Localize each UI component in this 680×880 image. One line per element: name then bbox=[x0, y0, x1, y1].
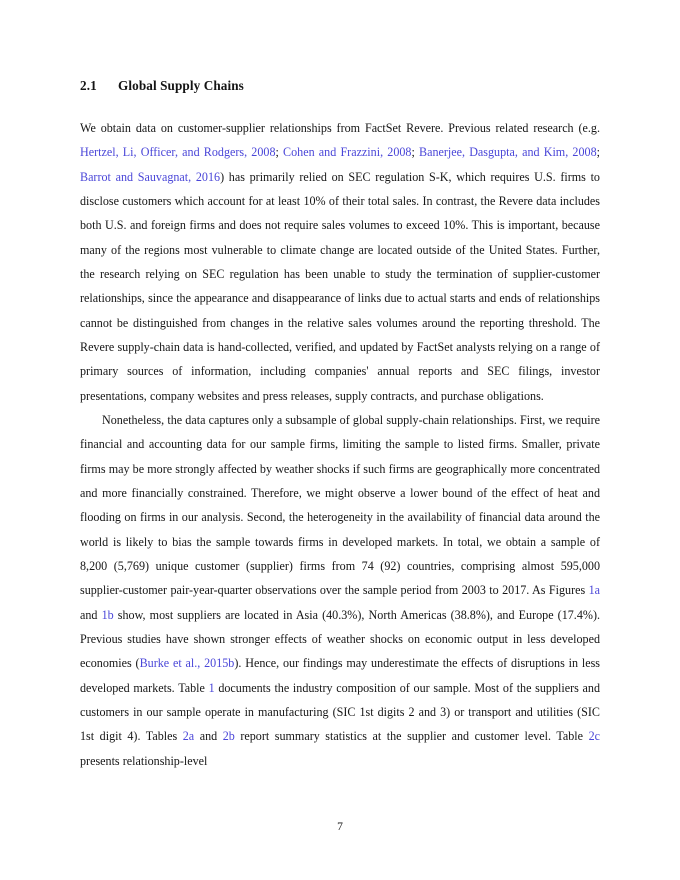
text-run: presents relationship-level bbox=[80, 753, 208, 768]
citation-link[interactable]: 1a bbox=[588, 583, 600, 598]
citation-link[interactable]: 1 bbox=[208, 680, 215, 695]
text-run: ; bbox=[596, 145, 600, 160]
body-text bbox=[80, 116, 600, 773]
citation-link[interactable]: 2c bbox=[588, 729, 600, 744]
section-heading bbox=[80, 78, 600, 94]
citation-link[interactable]: Barrot and Sauvagnat, 2016 bbox=[80, 169, 221, 184]
paragraph bbox=[80, 116, 600, 408]
citation-link[interactable]: 2a bbox=[182, 729, 195, 744]
section-number: 2.1 bbox=[80, 78, 97, 93]
citation-link[interactable]: 1b bbox=[101, 607, 114, 622]
text-run: ) has primarily relied on SEC regulation S-K, which requires U.S. firms to disclose customers which account for at least 10% of their total sales. In contrast, the Revere data includes both U.S. and foreign firms and does not require sales volumes to exceed 10%. This is important, because many of the regions most vulnerable to climate change are located outside of the United States. Further, the research relying on SEC regulation has been unable to study the termination of supplier-customer relationships, since the appearance and disappearance of links due to actual starts and ends of relationships cannot be distinguished from changes in the relative sales volumes around the reporting threshold. The Revere supply-chain data is hand-collected, verified, and updated by FactSet analysts relying on a range of primary sources of information, including companies' annual reports and SEC filings, investor presentations, company websites and press releases, supply contracts, and purchase obligations. bbox=[80, 169, 600, 403]
citation-link[interactable]: Burke et al., 2015b bbox=[139, 656, 235, 671]
text-run: ; bbox=[275, 145, 284, 160]
text-run: show, most suppliers are located in Asia (40.3%), North Americas (38.8%), and Europe (17.4%). Previous studies have shown stronger effects of weather shocks on economic output in less developed economies ( bbox=[80, 607, 600, 671]
paragraph bbox=[80, 408, 600, 773]
citation-link[interactable]: Banerjee, Dasgupta, and Kim, 2008 bbox=[419, 145, 597, 160]
page-content bbox=[80, 78, 600, 773]
text-run: We obtain data on customer-supplier relationships from FactSet Revere. Previous related research (e.g. bbox=[80, 120, 600, 135]
text-run: and bbox=[80, 607, 102, 622]
page-number: 7 bbox=[337, 820, 343, 833]
section-title: Global Supply Chains bbox=[118, 78, 244, 93]
text-run: and bbox=[194, 729, 223, 744]
text-run: ). Hence, our findings may underestimate the effects of disruptions in less developed markets. Table bbox=[80, 656, 600, 695]
text-run: ; bbox=[411, 145, 420, 160]
text-run: documents the industry composition of our sample. Most of the suppliers and customers in our sample operate in manufacturing (SIC 1st digits 2 and 3) or transport and utilities (SIC 1st digit 4). Tables bbox=[80, 680, 600, 744]
text-run: report summary statistics at the supplier and customer level. Table bbox=[234, 729, 589, 744]
citation-link[interactable]: 2b bbox=[222, 729, 235, 744]
text-run: Nonetheless, the data captures only a subsample of global supply-chain relationships. First, we require financial and accounting data for our sample firms, limiting the sample to listed firms. Smaller, private firms may be more strongly affected by weather shocks if such firms are geographically more concentrated and more financially constrained. Therefore, we might observe a lower bound of the effect of heat and flooding on firms in our analysis. Second, the heterogeneity in the availability of financial data around the world is likely to bias the sample towards firms in developed markets. In total, we obtain a sample of 8,200 (5,769) unique customer (supplier) firms from 74 (92) countries, comprising almost 595,000 supplier-customer pair-year-quarter observations over the sample period from 2003 to 2017. As Figures bbox=[80, 412, 600, 598]
citation-link[interactable]: Cohen and Frazzini, 2008 bbox=[283, 145, 412, 160]
citation-link[interactable]: Hertzel, Li, Officer, and Rodgers, 2008 bbox=[80, 145, 276, 160]
